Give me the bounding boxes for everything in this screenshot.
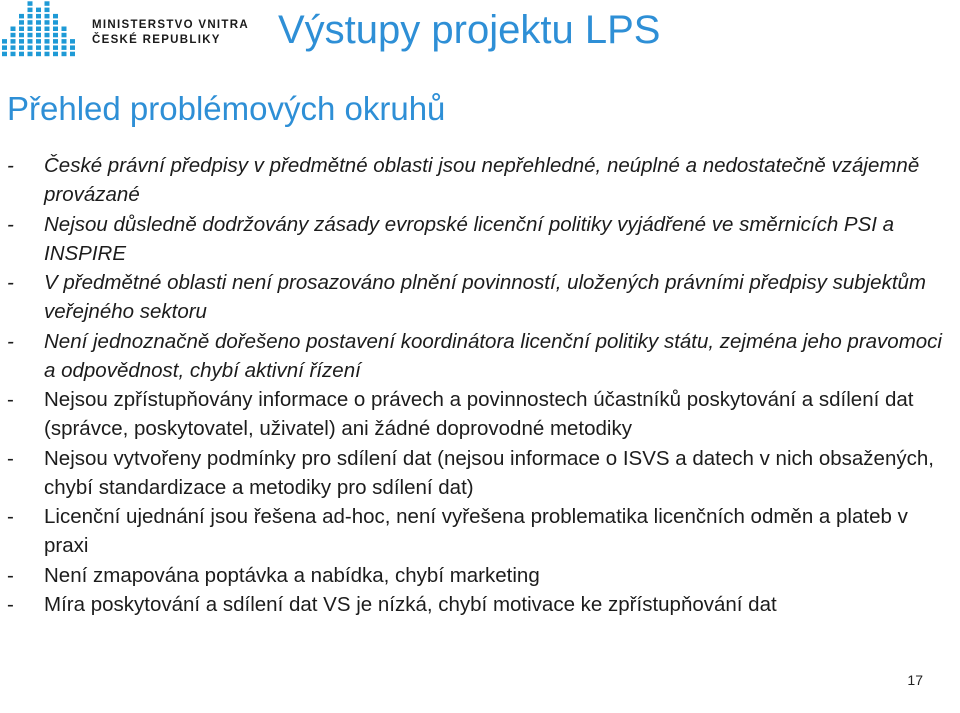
logo-dot [19,14,24,19]
logo-dot [11,27,16,32]
list-item [7,327,952,385]
list-item [7,502,952,560]
logo-dot [19,39,24,44]
logo-dot [70,39,75,44]
bullet-dash: - [7,154,14,177]
bullet-dash: - [7,212,14,236]
logo-dot [45,39,50,44]
page-number: 17 [907,672,923,688]
bullet-dash: - [7,446,14,470]
logo-line-1: MINISTERSTVO VNITRA [92,19,249,31]
list-item [7,590,952,619]
ministry-logo-icon [0,0,80,62]
logo-dot [62,52,67,57]
item-text: Nejsou důsledně dodržovány zásady evropské licenční politiky vyjádřené ve směrnicích PSI a INSPIRE [44,212,895,265]
logo-dot [53,45,58,50]
logo-dot [45,27,50,32]
bullet-dash: - [7,505,14,528]
bullet-dash: - [7,563,14,587]
logo-dot [45,1,50,6]
logo-dot [45,45,50,50]
logo-dot [2,52,7,57]
logo-dot [28,8,33,13]
logo-dot [2,45,7,50]
item-text: Licenční ujednání jsou řešena ad-hoc, není vyřešena problematika licenčních odměn a plateb v praxi [44,505,908,557]
logo-dot [28,45,33,50]
logo-dot [36,52,41,57]
problem-list [7,151,952,620]
logo-dot [28,52,33,57]
item-text: Není jednoznačně dořešeno postavení koordinátora licenční politiky státu, zejména jeho pravomoci a odpovědnost, chybí aktivní řízení [44,329,942,382]
logo-dot [19,20,24,25]
logo-dot [45,52,50,57]
logo-line-2: ČESKÉ REPUBLIKY [92,34,221,46]
logo-dot [36,39,41,44]
bullet-dash: - [7,388,14,411]
logo-dot [53,20,58,25]
item-text: Nejsou vytvořeny podmínky pro sdílení dat (nejsou informace o ISVS a datech v nich obsažených, chybí standardizace a metodiky pro sdílení dat) [44,446,934,499]
logo-dot [36,45,41,50]
item-text: Míra poskytování a sdílení dat VS je nízká, chybí motivace ke zpřístupňování dat [44,593,777,616]
logo-dot [45,20,50,25]
logo-dot [19,33,24,38]
logo-dot [28,39,33,44]
item-text: Není zmapována poptávka a nabídka, chybí marketing [44,563,540,587]
list-item [7,444,952,502]
logo-dot [19,45,24,50]
logo-dot [36,27,41,32]
list-item [7,561,952,590]
bullet-dash: - [7,271,14,294]
logo-dot [53,14,58,19]
logo-dot [28,27,33,32]
logo-dot [45,14,50,19]
logo-dot [70,52,75,57]
list-item [7,385,952,443]
ministry-logo [0,0,249,62]
logo-dot [28,33,33,38]
logo-dot [62,33,67,38]
logo-text [92,18,249,48]
logo-dot [36,20,41,25]
list-item [7,151,952,209]
logo-dot [62,27,67,32]
logo-dot [2,39,7,44]
logo-dot [53,27,58,32]
bullet-dash: - [7,593,14,616]
logo-dot [53,39,58,44]
logo-dot [28,1,33,6]
logo-dot [53,52,58,57]
logo-dot [62,45,67,50]
logo-dot [28,20,33,25]
item-text: V předmětné oblasti není prosazováno plnění povinností, uložených právními předpisy subjektům veřejného sektoru [44,271,927,323]
page-title: Výstupy projektu LPS [278,8,661,52]
logo-dot [11,33,16,38]
logo-dot [45,33,50,38]
logo-dot [11,52,16,57]
logo-dot [62,39,67,44]
logo-dot [45,8,50,13]
list-item [7,210,952,268]
logo-dot [53,33,58,38]
logo-dot [11,45,16,50]
section-subtitle: Přehled problémových okruhů [7,90,446,127]
logo-dot [36,14,41,19]
logo-dot [19,27,24,32]
logo-dot [11,39,16,44]
item-text: České právní předpisy v předmětné oblasti jsou nepřehledné, neúplné a nedostatečně vzájemně provázané [44,154,920,206]
list-item [7,268,952,326]
logo-dot [28,14,33,19]
logo-dot [19,52,24,57]
logo-dot [36,33,41,38]
bullet-dash: - [7,329,14,353]
logo-dot [70,45,75,50]
item-text: Nejsou zpřístupňovány informace o právech a povinnostech účastníků poskytování a sdílení dat (správce, poskytovatel, uživatel) ani žádné doprovodné metodiky [44,388,914,440]
logo-dot [36,8,41,13]
